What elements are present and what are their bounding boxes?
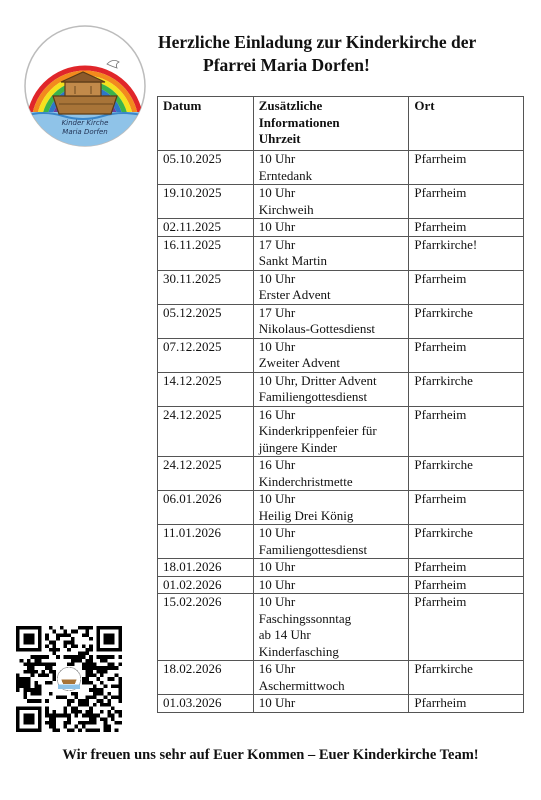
cell-place: Pfarrheim bbox=[409, 406, 524, 457]
table-row bbox=[158, 559, 524, 577]
title-line-2: Pfarrei Maria Dorfen! bbox=[203, 55, 370, 75]
cell-place: Pfarrkirche bbox=[409, 525, 524, 559]
table-header-row bbox=[158, 97, 524, 151]
table-row bbox=[158, 236, 524, 270]
cell-info bbox=[253, 304, 409, 338]
info-line: Erster Advent bbox=[258, 287, 331, 302]
cell-info bbox=[253, 338, 409, 372]
info-line: 17 Uhr bbox=[258, 304, 296, 320]
cell-info bbox=[253, 576, 409, 594]
cell-date: 24.12.2025 bbox=[158, 457, 254, 491]
info-line: 10 Uhr bbox=[258, 151, 296, 166]
cell-date: 01.02.2026 bbox=[158, 576, 254, 594]
info-line: Aschermittwoch bbox=[258, 677, 345, 693]
cell-date: 18.01.2026 bbox=[158, 559, 254, 577]
cell-place: Pfarrkirche! bbox=[409, 236, 524, 270]
logo-text-line1: Kinder Kirche bbox=[61, 119, 109, 127]
table-row bbox=[158, 406, 524, 457]
table-row bbox=[158, 338, 524, 372]
kinderkirche-logo bbox=[23, 24, 147, 148]
cell-info bbox=[253, 270, 409, 304]
cell-place: Pfarrheim bbox=[409, 576, 524, 594]
table-row bbox=[158, 695, 524, 713]
cell-place: Pfarrheim bbox=[409, 594, 524, 661]
table-row bbox=[158, 219, 524, 237]
cell-info bbox=[253, 219, 409, 237]
info-line: Heilig Drei König bbox=[258, 507, 354, 523]
info-line: Familiengottesdienst bbox=[258, 389, 368, 404]
schedule-body bbox=[158, 151, 524, 713]
info-line: Kinderchristmette bbox=[258, 473, 353, 489]
info-line: 10 Uhr bbox=[258, 695, 296, 710]
cell-place: Pfarrkirche bbox=[409, 661, 524, 695]
schedule-table bbox=[157, 96, 524, 713]
table-row bbox=[158, 525, 524, 559]
cell-place: Pfarrkirche bbox=[409, 457, 524, 491]
cell-date: 24.12.2025 bbox=[158, 406, 254, 457]
cell-date: 07.12.2025 bbox=[158, 338, 254, 372]
cell-place: Pfarrheim bbox=[409, 695, 524, 713]
info-line: Sankt Martin bbox=[258, 253, 327, 268]
cell-date: 05.10.2025 bbox=[158, 151, 254, 185]
info-line: 10 Uhr bbox=[258, 594, 296, 609]
info-line: Kinderfasching bbox=[258, 643, 339, 659]
cell-date: 19.10.2025 bbox=[158, 185, 254, 219]
info-line: Familiengottesdienst bbox=[258, 541, 368, 557]
info-line: Nikolaus-Gottesdienst bbox=[258, 321, 375, 336]
cell-info bbox=[253, 594, 409, 661]
info-line: Erntedank bbox=[258, 167, 313, 183]
info-line: 16 Uhr bbox=[258, 661, 296, 676]
cell-place: Pfarrheim bbox=[409, 151, 524, 185]
cell-place: Pfarrheim bbox=[409, 338, 524, 372]
table-row bbox=[158, 576, 524, 594]
cell-info bbox=[253, 457, 409, 491]
cell-place: Pfarrheim bbox=[409, 491, 524, 525]
cell-info bbox=[253, 491, 409, 525]
info-line: 10 Uhr bbox=[258, 338, 296, 354]
header-info-line: Zusätzliche bbox=[258, 98, 323, 113]
info-line: 10 Uhr bbox=[258, 270, 296, 286]
cell-date: 05.12.2025 bbox=[158, 304, 254, 338]
header-info-line: Informationen bbox=[258, 114, 340, 130]
info-line: 10 Uhr, Dritter Advent bbox=[258, 372, 377, 388]
table-row bbox=[158, 151, 524, 185]
cell-info bbox=[253, 525, 409, 559]
table-row bbox=[158, 270, 524, 304]
table-row bbox=[158, 372, 524, 406]
cell-place: Pfarrheim bbox=[409, 270, 524, 304]
header-date: Datum bbox=[158, 97, 254, 151]
table-row bbox=[158, 661, 524, 695]
cell-info bbox=[253, 661, 409, 695]
cell-info bbox=[253, 559, 409, 577]
header-place: Ort bbox=[409, 97, 524, 151]
cell-place: Pfarrheim bbox=[409, 219, 524, 237]
table-row bbox=[158, 457, 524, 491]
info-line: ab 14 Uhr bbox=[258, 627, 311, 642]
cell-info bbox=[253, 406, 409, 457]
cell-info bbox=[253, 695, 409, 713]
header-info-line: Uhrzeit bbox=[258, 131, 301, 146]
table-row bbox=[158, 491, 524, 525]
info-line: 10 Uhr bbox=[258, 491, 296, 506]
info-line: Zweiter Advent bbox=[258, 355, 340, 370]
info-line: 10 Uhr bbox=[258, 219, 296, 234]
info-line: 10 Uhr bbox=[258, 559, 296, 574]
title-line-1: Herzliche Einladung zur Kinderkirche der bbox=[158, 32, 477, 52]
cell-date: 01.03.2026 bbox=[158, 695, 254, 713]
cell-date: 30.11.2025 bbox=[158, 270, 254, 304]
footer-text: Wir freuen uns sehr auf Euer Kommen – Euer Kinderkirche Team! bbox=[62, 747, 479, 763]
cell-date: 15.02.2026 bbox=[158, 594, 254, 661]
cell-date: 06.01.2026 bbox=[158, 491, 254, 525]
cell-info bbox=[253, 185, 409, 219]
cell-info bbox=[253, 372, 409, 406]
info-line: Kirchweih bbox=[258, 201, 314, 217]
info-line: 17 Uhr bbox=[258, 236, 296, 252]
cell-date: 02.11.2025 bbox=[158, 219, 254, 237]
info-line: jüngere Kinder bbox=[258, 439, 338, 455]
cell-place: Pfarrheim bbox=[409, 559, 524, 577]
cell-info bbox=[253, 236, 409, 270]
info-line: Faschingssonntag bbox=[258, 610, 352, 626]
logo-text-line2: Maria Dorfen bbox=[62, 128, 108, 136]
info-line: 10 Uhr bbox=[258, 576, 296, 592]
cell-date: 16.11.2025 bbox=[158, 236, 254, 270]
info-line: 16 Uhr bbox=[258, 457, 296, 472]
cell-place: Pfarrkirche bbox=[409, 304, 524, 338]
info-line: 10 Uhr bbox=[258, 185, 296, 200]
info-line: 16 Uhr bbox=[258, 406, 296, 422]
cell-place: Pfarrheim bbox=[409, 185, 524, 219]
table-row bbox=[158, 185, 524, 219]
cell-info bbox=[253, 151, 409, 185]
table-row bbox=[158, 594, 524, 661]
page-title bbox=[158, 31, 538, 77]
cell-date: 11.01.2026 bbox=[158, 525, 254, 559]
cell-date: 18.02.2026 bbox=[158, 661, 254, 695]
header-info bbox=[253, 97, 409, 151]
cell-place: Pfarrkirche bbox=[409, 372, 524, 406]
info-line: Kinderkrippenfeier für bbox=[258, 423, 377, 438]
cell-date: 14.12.2025 bbox=[158, 372, 254, 406]
qr-code bbox=[16, 626, 122, 732]
info-line: 10 Uhr bbox=[258, 525, 296, 540]
table-row bbox=[158, 304, 524, 338]
